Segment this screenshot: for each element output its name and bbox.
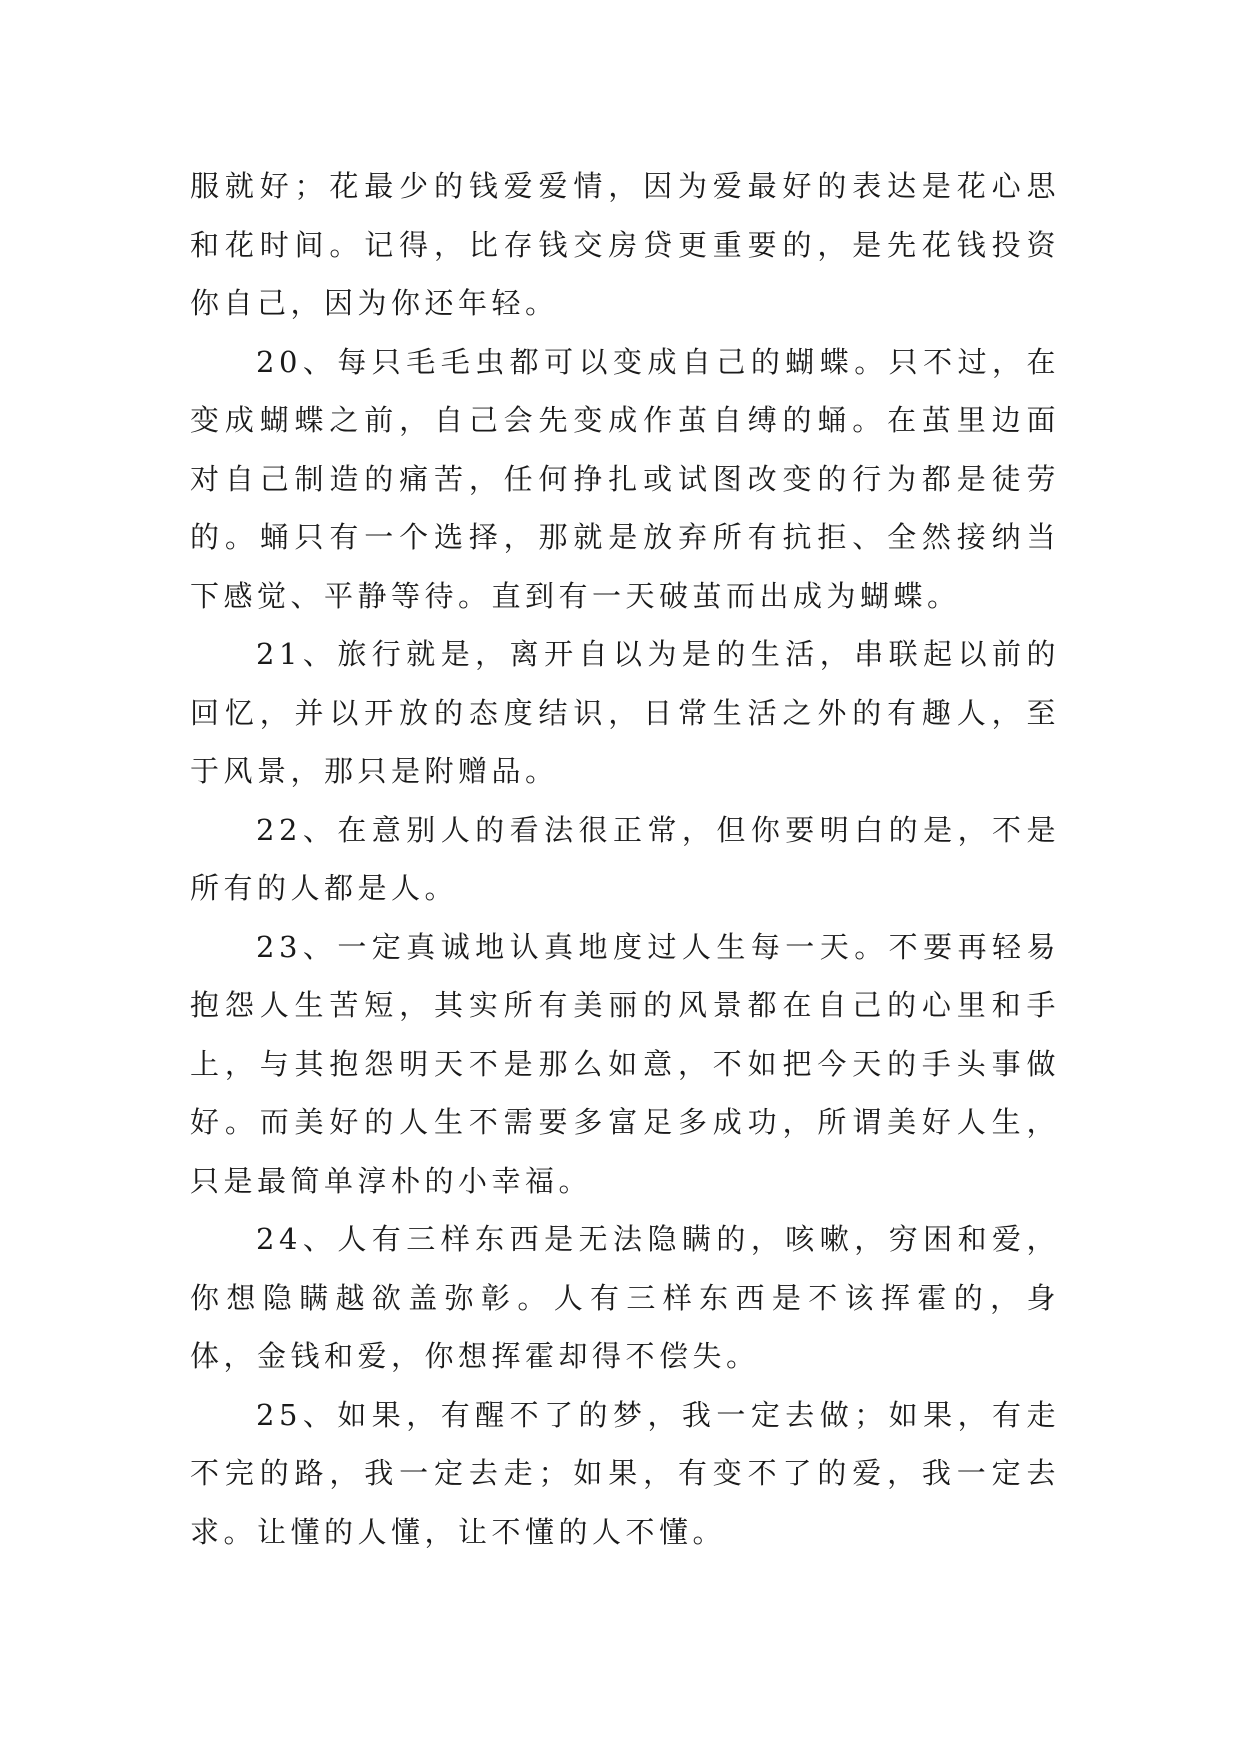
paragraph-24: 24、人有三样东西是无法隐瞒的，咳嗽，穷困和爱，你想隐瞒越欲盖弥彰。人有三样东西是不该挥霍的，身体，金钱和爱，你想挥霍却得不偿失。 [190, 1222, 1060, 1373]
paragraph-20: 20、每只毛毛虫都可以变成自己的蝴蝶。只不过，在变成蝴蝶之前，自己会先变成作茧自缚的蛹。在茧里边面对自己制造的痛苦，任何挣扎或试图改变的行为都是徒劳的。蛹只有一个选择，那就是放弃所有抗拒、全然接纳当下感觉、平静等待。直到有一天破茧而出成为蝴蝶。 [190, 344, 1060, 613]
paragraph-23: 23、一定真诚地认真地度过人生每一天。不要再轻易抱怨人生苦短，其实所有美丽的风景都在自己的心里和手上，与其抱怨明天不是那么如意，不如把今天的手头事做好。而美好的人生不需要多富足多成功，所谓美好人生，只是最简单淳朴的小幸福。 [190, 929, 1060, 1198]
paragraph-22: 22、在意别人的看法很正常，但你要明白的是，不是所有的人都是人。 [190, 812, 1060, 905]
paragraph-19-continued: 服就好；花最少的钱爱爱情，因为爱最好的表达是花心思和花时间。记得，比存钱交房贷更重要的，是先花钱投资你自己，因为你还年轻。 [190, 169, 1060, 320]
document-body [190, 157, 1060, 1561]
paragraph-25: 25、如果，有醒不了的梦，我一定去做；如果，有走不完的路，我一定去走；如果，有变不了的爱，我一定去求。让懂的人懂，让不懂的人不懂。 [190, 1397, 1060, 1549]
paragraph-21: 21、旅行就是，离开自以为是的生活，串联起以前的回忆，并以开放的态度结识，日常生活之外的有趣人，至于风景，那只是附赠品。 [190, 637, 1060, 788]
